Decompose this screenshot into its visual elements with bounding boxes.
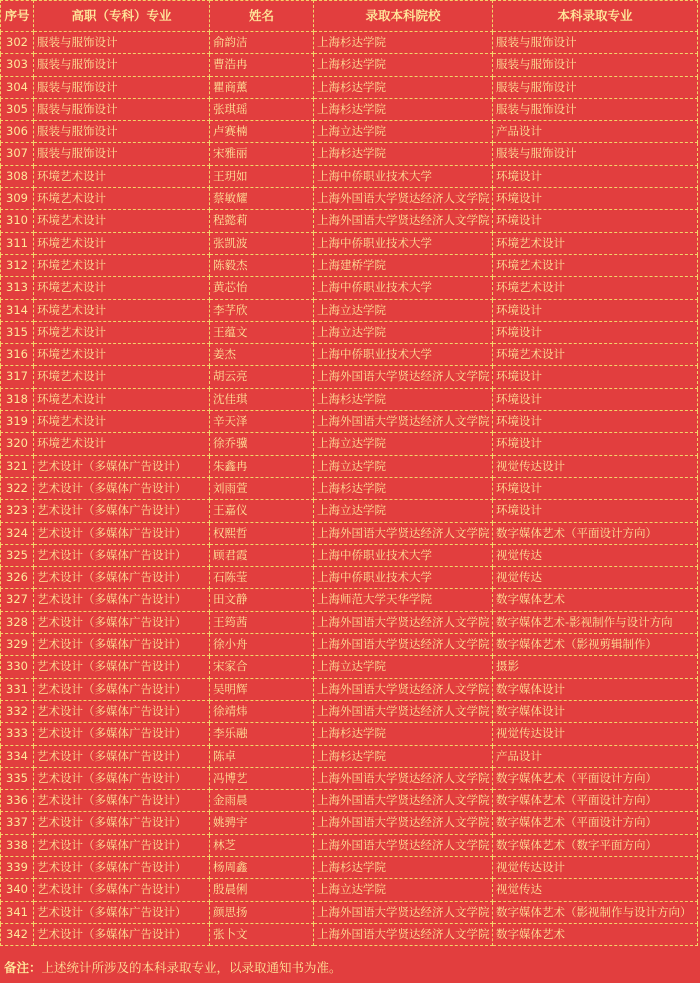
table-row [1, 143, 698, 165]
table-row [1, 366, 698, 388]
table-header-row [1, 1, 698, 32]
cell-serial: 331 [1, 678, 34, 700]
cell-serial: 342 [1, 923, 34, 945]
cell-bachelor-major: 环境设计 [493, 299, 698, 321]
cell-serial: 333 [1, 723, 34, 745]
cell-diploma-major: 环境艺术设计 [34, 232, 210, 254]
cell-admitting-college: 上海杉达学院 [314, 32, 493, 54]
table-row [1, 254, 698, 276]
cell-bachelor-major: 服装与服饰设计 [493, 143, 698, 165]
cell-serial: 324 [1, 522, 34, 544]
cell-serial: 329 [1, 634, 34, 656]
table-row [1, 388, 698, 410]
cell-bachelor-major: 数字媒体艺术（影视剪辑制作） [493, 634, 698, 656]
cell-admitting-college: 上海立达学院 [314, 500, 493, 522]
cell-diploma-major: 艺术设计（多媒体广告设计） [34, 634, 210, 656]
cell-name: 徐乔骥 [210, 433, 314, 455]
cell-serial: 332 [1, 700, 34, 722]
footnote [4, 958, 342, 976]
cell-bachelor-major: 环境艺术设计 [493, 254, 698, 276]
cell-diploma-major: 艺术设计（多媒体广告设计） [34, 455, 210, 477]
cell-serial: 325 [1, 544, 34, 566]
cell-name: 颜思扬 [210, 901, 314, 923]
cell-name: 王蕴文 [210, 321, 314, 343]
cell-name: 卢赛楠 [210, 121, 314, 143]
cell-serial: 304 [1, 76, 34, 98]
cell-serial: 323 [1, 500, 34, 522]
cell-diploma-major: 艺术设计（多媒体广告设计） [34, 767, 210, 789]
table-row [1, 232, 698, 254]
cell-admitting-college: 上海中侨职业技术大学 [314, 165, 493, 187]
table-row [1, 277, 698, 299]
cell-name: 顾君霞 [210, 544, 314, 566]
cell-name: 王玥如 [210, 165, 314, 187]
cell-serial: 311 [1, 232, 34, 254]
cell-diploma-major: 服装与服饰设计 [34, 76, 210, 98]
cell-bachelor-major: 环境设计 [493, 210, 698, 232]
cell-serial: 306 [1, 121, 34, 143]
table-row [1, 790, 698, 812]
cell-admitting-college: 上海杉达学院 [314, 477, 493, 499]
table-row [1, 522, 698, 544]
cell-admitting-college: 上海立达学院 [314, 433, 493, 455]
cell-name: 曹浩冉 [210, 54, 314, 76]
cell-name: 刘雨萱 [210, 477, 314, 499]
cell-admitting-college: 上海杉达学院 [314, 745, 493, 767]
cell-diploma-major: 艺术设计（多媒体广告设计） [34, 856, 210, 878]
cell-admitting-college: 上海立达学院 [314, 656, 493, 678]
cell-admitting-college: 上海立达学院 [314, 321, 493, 343]
cell-serial: 326 [1, 567, 34, 589]
cell-bachelor-major: 数字媒体艺术（数字平面方向） [493, 834, 698, 856]
table-row [1, 32, 698, 54]
cell-admitting-college: 上海中侨职业技术大学 [314, 544, 493, 566]
cell-admitting-college: 上海杉达学院 [314, 856, 493, 878]
cell-name: 石陈莹 [210, 567, 314, 589]
cell-admitting-college: 上海外国语大学贤达经济人文学院 [314, 366, 493, 388]
cell-name: 权熙哲 [210, 522, 314, 544]
header-diploma-major: 高职（专科）专业 [34, 1, 210, 32]
cell-name: 程懿莉 [210, 210, 314, 232]
table-row [1, 745, 698, 767]
cell-bachelor-major: 环境设计 [493, 366, 698, 388]
cell-name: 张凯波 [210, 232, 314, 254]
cell-serial: 328 [1, 611, 34, 633]
cell-serial: 307 [1, 143, 34, 165]
cell-name: 张卜文 [210, 923, 314, 945]
table-row [1, 500, 698, 522]
cell-admitting-college: 上海立达学院 [314, 299, 493, 321]
cell-name: 胡云亮 [210, 366, 314, 388]
table-body [1, 32, 698, 946]
cell-name: 李芓欣 [210, 299, 314, 321]
cell-serial: 321 [1, 455, 34, 477]
cell-serial: 341 [1, 901, 34, 923]
cell-serial: 336 [1, 790, 34, 812]
cell-name: 姜杰 [210, 344, 314, 366]
cell-serial: 310 [1, 210, 34, 232]
cell-bachelor-major: 视觉传达设计 [493, 856, 698, 878]
cell-name: 姚骋宇 [210, 812, 314, 834]
cell-admitting-college: 上海外国语大学贤达经济人文学院 [314, 611, 493, 633]
cell-diploma-major: 艺术设计（多媒体广告设计） [34, 812, 210, 834]
cell-serial: 330 [1, 656, 34, 678]
cell-diploma-major: 服装与服饰设计 [34, 121, 210, 143]
cell-serial: 313 [1, 277, 34, 299]
cell-serial: 309 [1, 188, 34, 210]
cell-diploma-major: 艺术设计（多媒体广告设计） [34, 589, 210, 611]
cell-serial: 322 [1, 477, 34, 499]
cell-diploma-major: 环境艺术设计 [34, 299, 210, 321]
cell-admitting-college: 上海外国语大学贤达经济人文学院 [314, 210, 493, 232]
cell-serial: 337 [1, 812, 34, 834]
cell-diploma-major: 环境艺术设计 [34, 165, 210, 187]
cell-name: 陈卓 [210, 745, 314, 767]
cell-serial: 335 [1, 767, 34, 789]
cell-admitting-college: 上海杉达学院 [314, 723, 493, 745]
table-row [1, 299, 698, 321]
cell-diploma-major: 环境艺术设计 [34, 321, 210, 343]
cell-diploma-major: 艺术设计（多媒体广告设计） [34, 611, 210, 633]
table-row [1, 656, 698, 678]
cell-bachelor-major: 环境设计 [493, 433, 698, 455]
cell-name: 宋家合 [210, 656, 314, 678]
cell-admitting-college: 上海中侨职业技术大学 [314, 344, 493, 366]
cell-admitting-college: 上海立达学院 [314, 879, 493, 901]
cell-admitting-college: 上海外国语大学贤达经济人文学院 [314, 812, 493, 834]
table-row [1, 923, 698, 945]
cell-diploma-major: 艺术设计（多媒体广告设计） [34, 477, 210, 499]
cell-bachelor-major: 环境艺术设计 [493, 232, 698, 254]
cell-diploma-major: 艺术设计（多媒体广告设计） [34, 745, 210, 767]
cell-diploma-major: 服装与服饰设计 [34, 32, 210, 54]
cell-diploma-major: 环境艺术设计 [34, 388, 210, 410]
table-row [1, 901, 698, 923]
cell-name: 沈佳琪 [210, 388, 314, 410]
cell-serial: 308 [1, 165, 34, 187]
table-row [1, 723, 698, 745]
cell-bachelor-major: 环境设计 [493, 165, 698, 187]
cell-bachelor-major: 数字媒体艺术-影视制作与设计方向 [493, 611, 698, 633]
table-row [1, 344, 698, 366]
cell-serial: 314 [1, 299, 34, 321]
cell-serial: 340 [1, 879, 34, 901]
cell-diploma-major: 服装与服饰设计 [34, 54, 210, 76]
cell-admitting-college: 上海外国语大学贤达经济人文学院 [314, 522, 493, 544]
cell-admitting-college: 上海外国语大学贤达经济人文学院 [314, 901, 493, 923]
cell-bachelor-major: 数字媒体设计 [493, 678, 698, 700]
cell-serial: 303 [1, 54, 34, 76]
cell-admitting-college: 上海建桥学院 [314, 254, 493, 276]
cell-bachelor-major: 数字媒体设计 [493, 700, 698, 722]
cell-name: 王筠茜 [210, 611, 314, 633]
cell-bachelor-major: 数字媒体艺术（平面设计方向） [493, 812, 698, 834]
footnote-text: 上述统计所涉及的本科录取专业，以录取通知书为准。 [41, 960, 342, 975]
cell-bachelor-major: 服装与服饰设计 [493, 98, 698, 120]
cell-admitting-college: 上海杉达学院 [314, 54, 493, 76]
cell-bachelor-major: 环境艺术设计 [493, 277, 698, 299]
table-row [1, 98, 698, 120]
header-bachelor-major: 本科录取专业 [493, 1, 698, 32]
cell-serial: 334 [1, 745, 34, 767]
cell-bachelor-major: 服装与服饰设计 [493, 54, 698, 76]
cell-diploma-major: 环境艺术设计 [34, 411, 210, 433]
cell-admitting-college: 上海外国语大学贤达经济人文学院 [314, 834, 493, 856]
table-row [1, 188, 698, 210]
header-admitting-college: 录取本科院校 [314, 1, 493, 32]
cell-name: 李乐融 [210, 723, 314, 745]
table-row [1, 678, 698, 700]
cell-diploma-major: 环境艺术设计 [34, 188, 210, 210]
cell-name: 吴明辉 [210, 678, 314, 700]
cell-bachelor-major: 摄影 [493, 656, 698, 678]
cell-bachelor-major: 数字媒体艺术（平面设计方向） [493, 767, 698, 789]
cell-diploma-major: 艺术设计（多媒体广告设计） [34, 723, 210, 745]
cell-name: 徐小舟 [210, 634, 314, 656]
table-row [1, 544, 698, 566]
cell-diploma-major: 艺术设计（多媒体广告设计） [34, 522, 210, 544]
cell-name: 俞韵洁 [210, 32, 314, 54]
cell-bachelor-major: 数字媒体艺术（平面设计方向） [493, 522, 698, 544]
table-row [1, 321, 698, 343]
cell-diploma-major: 环境艺术设计 [34, 433, 210, 455]
cell-bachelor-major: 数字媒体艺术 [493, 923, 698, 945]
table-row [1, 856, 698, 878]
cell-diploma-major: 艺术设计（多媒体广告设计） [34, 834, 210, 856]
cell-admitting-college: 上海中侨职业技术大学 [314, 232, 493, 254]
cell-name: 瞿商薰 [210, 76, 314, 98]
cell-bachelor-major: 产品设计 [493, 745, 698, 767]
cell-bachelor-major: 视觉传达设计 [493, 455, 698, 477]
cell-diploma-major: 环境艺术设计 [34, 344, 210, 366]
cell-bachelor-major: 视觉传达 [493, 567, 698, 589]
cell-admitting-college: 上海外国语大学贤达经济人文学院 [314, 188, 493, 210]
cell-bachelor-major: 环境艺术设计 [493, 344, 698, 366]
table-row [1, 455, 698, 477]
table-row [1, 700, 698, 722]
cell-name: 林芝 [210, 834, 314, 856]
cell-diploma-major: 艺术设计（多媒体广告设计） [34, 567, 210, 589]
table-row [1, 812, 698, 834]
cell-admitting-college: 上海立达学院 [314, 455, 493, 477]
cell-admitting-college: 上海中侨职业技术大学 [314, 567, 493, 589]
cell-admitting-college: 上海外国语大学贤达经济人文学院 [314, 790, 493, 812]
cell-admitting-college: 上海师范大学天华学院 [314, 589, 493, 611]
cell-name: 殷晨俐 [210, 879, 314, 901]
cell-diploma-major: 艺术设计（多媒体广告设计） [34, 678, 210, 700]
table-row [1, 76, 698, 98]
cell-admitting-college: 上海立达学院 [314, 121, 493, 143]
cell-diploma-major: 艺术设计（多媒体广告设计） [34, 879, 210, 901]
cell-bachelor-major: 环境设计 [493, 388, 698, 410]
cell-admitting-college: 上海外国语大学贤达经济人文学院 [314, 634, 493, 656]
cell-diploma-major: 艺术设计（多媒体广告设计） [34, 544, 210, 566]
cell-bachelor-major: 视觉传达 [493, 879, 698, 901]
table-row [1, 634, 698, 656]
cell-serial: 338 [1, 834, 34, 856]
cell-name: 金雨晨 [210, 790, 314, 812]
cell-serial: 305 [1, 98, 34, 120]
cell-admitting-college: 上海外国语大学贤达经济人文学院 [314, 678, 493, 700]
table-row [1, 567, 698, 589]
header-name: 姓名 [210, 1, 314, 32]
cell-diploma-major: 环境艺术设计 [34, 254, 210, 276]
footnote-label: 备注： [4, 960, 42, 975]
table-row [1, 589, 698, 611]
table-row [1, 477, 698, 499]
cell-bachelor-major: 数字媒体艺术 [493, 589, 698, 611]
cell-serial: 318 [1, 388, 34, 410]
table-row [1, 210, 698, 232]
header-serial: 序号 [1, 1, 34, 32]
cell-bachelor-major: 环境设计 [493, 188, 698, 210]
cell-admitting-college: 上海杉达学院 [314, 388, 493, 410]
cell-name: 陈毅杰 [210, 254, 314, 276]
cell-bachelor-major: 环境设计 [493, 500, 698, 522]
table-row [1, 433, 698, 455]
cell-name: 王嘉仪 [210, 500, 314, 522]
cell-serial: 319 [1, 411, 34, 433]
cell-diploma-major: 服装与服饰设计 [34, 98, 210, 120]
cell-diploma-major: 艺术设计（多媒体广告设计） [34, 923, 210, 945]
table-row [1, 121, 698, 143]
cell-diploma-major: 环境艺术设计 [34, 210, 210, 232]
cell-serial: 317 [1, 366, 34, 388]
table-row [1, 411, 698, 433]
table-row [1, 611, 698, 633]
cell-bachelor-major: 服装与服饰设计 [493, 32, 698, 54]
cell-admitting-college: 上海杉达学院 [314, 143, 493, 165]
table-row [1, 54, 698, 76]
cell-bachelor-major: 环境设计 [493, 411, 698, 433]
cell-name: 张琪瑶 [210, 98, 314, 120]
cell-serial: 302 [1, 32, 34, 54]
cell-diploma-major: 艺术设计（多媒体广告设计） [34, 790, 210, 812]
cell-bachelor-major: 视觉传达设计 [493, 723, 698, 745]
cell-diploma-major: 服装与服饰设计 [34, 143, 210, 165]
cell-diploma-major: 艺术设计（多媒体广告设计） [34, 656, 210, 678]
cell-serial: 339 [1, 856, 34, 878]
cell-diploma-major: 艺术设计（多媒体广告设计） [34, 500, 210, 522]
cell-diploma-major: 艺术设计（多媒体广告设计） [34, 700, 210, 722]
cell-serial: 312 [1, 254, 34, 276]
table-row [1, 834, 698, 856]
cell-bachelor-major: 视觉传达 [493, 544, 698, 566]
cell-bachelor-major: 环境设计 [493, 321, 698, 343]
cell-admitting-college: 上海外国语大学贤达经济人文学院 [314, 700, 493, 722]
cell-diploma-major: 艺术设计（多媒体广告设计） [34, 901, 210, 923]
cell-bachelor-major: 数字媒体艺术（影视制作与设计方向） [493, 901, 698, 923]
cell-serial: 316 [1, 344, 34, 366]
cell-name: 田文静 [210, 589, 314, 611]
cell-name: 冯博艺 [210, 767, 314, 789]
table-row [1, 165, 698, 187]
cell-name: 宋雅丽 [210, 143, 314, 165]
cell-name: 辛天泽 [210, 411, 314, 433]
cell-diploma-major: 环境艺术设计 [34, 366, 210, 388]
cell-admitting-college: 上海杉达学院 [314, 98, 493, 120]
cell-serial: 315 [1, 321, 34, 343]
cell-bachelor-major: 数字媒体艺术（平面设计方向） [493, 790, 698, 812]
cell-name: 杨周鑫 [210, 856, 314, 878]
cell-name: 蔡敏耀 [210, 188, 314, 210]
cell-admitting-college: 上海外国语大学贤达经济人文学院 [314, 411, 493, 433]
table-row [1, 767, 698, 789]
cell-admitting-college: 上海外国语大学贤达经济人文学院 [314, 767, 493, 789]
cell-serial: 320 [1, 433, 34, 455]
cell-admitting-college: 上海中侨职业技术大学 [314, 277, 493, 299]
cell-bachelor-major: 服装与服饰设计 [493, 76, 698, 98]
cell-admitting-college: 上海外国语大学贤达经济人文学院 [314, 923, 493, 945]
cell-bachelor-major: 环境设计 [493, 477, 698, 499]
cell-name: 朱鑫冉 [210, 455, 314, 477]
cell-name: 徐靖炜 [210, 700, 314, 722]
cell-admitting-college: 上海杉达学院 [314, 76, 493, 98]
cell-diploma-major: 环境艺术设计 [34, 277, 210, 299]
table-row [1, 879, 698, 901]
cell-serial: 327 [1, 589, 34, 611]
cell-bachelor-major: 产品设计 [493, 121, 698, 143]
cell-name: 黄芯怡 [210, 277, 314, 299]
